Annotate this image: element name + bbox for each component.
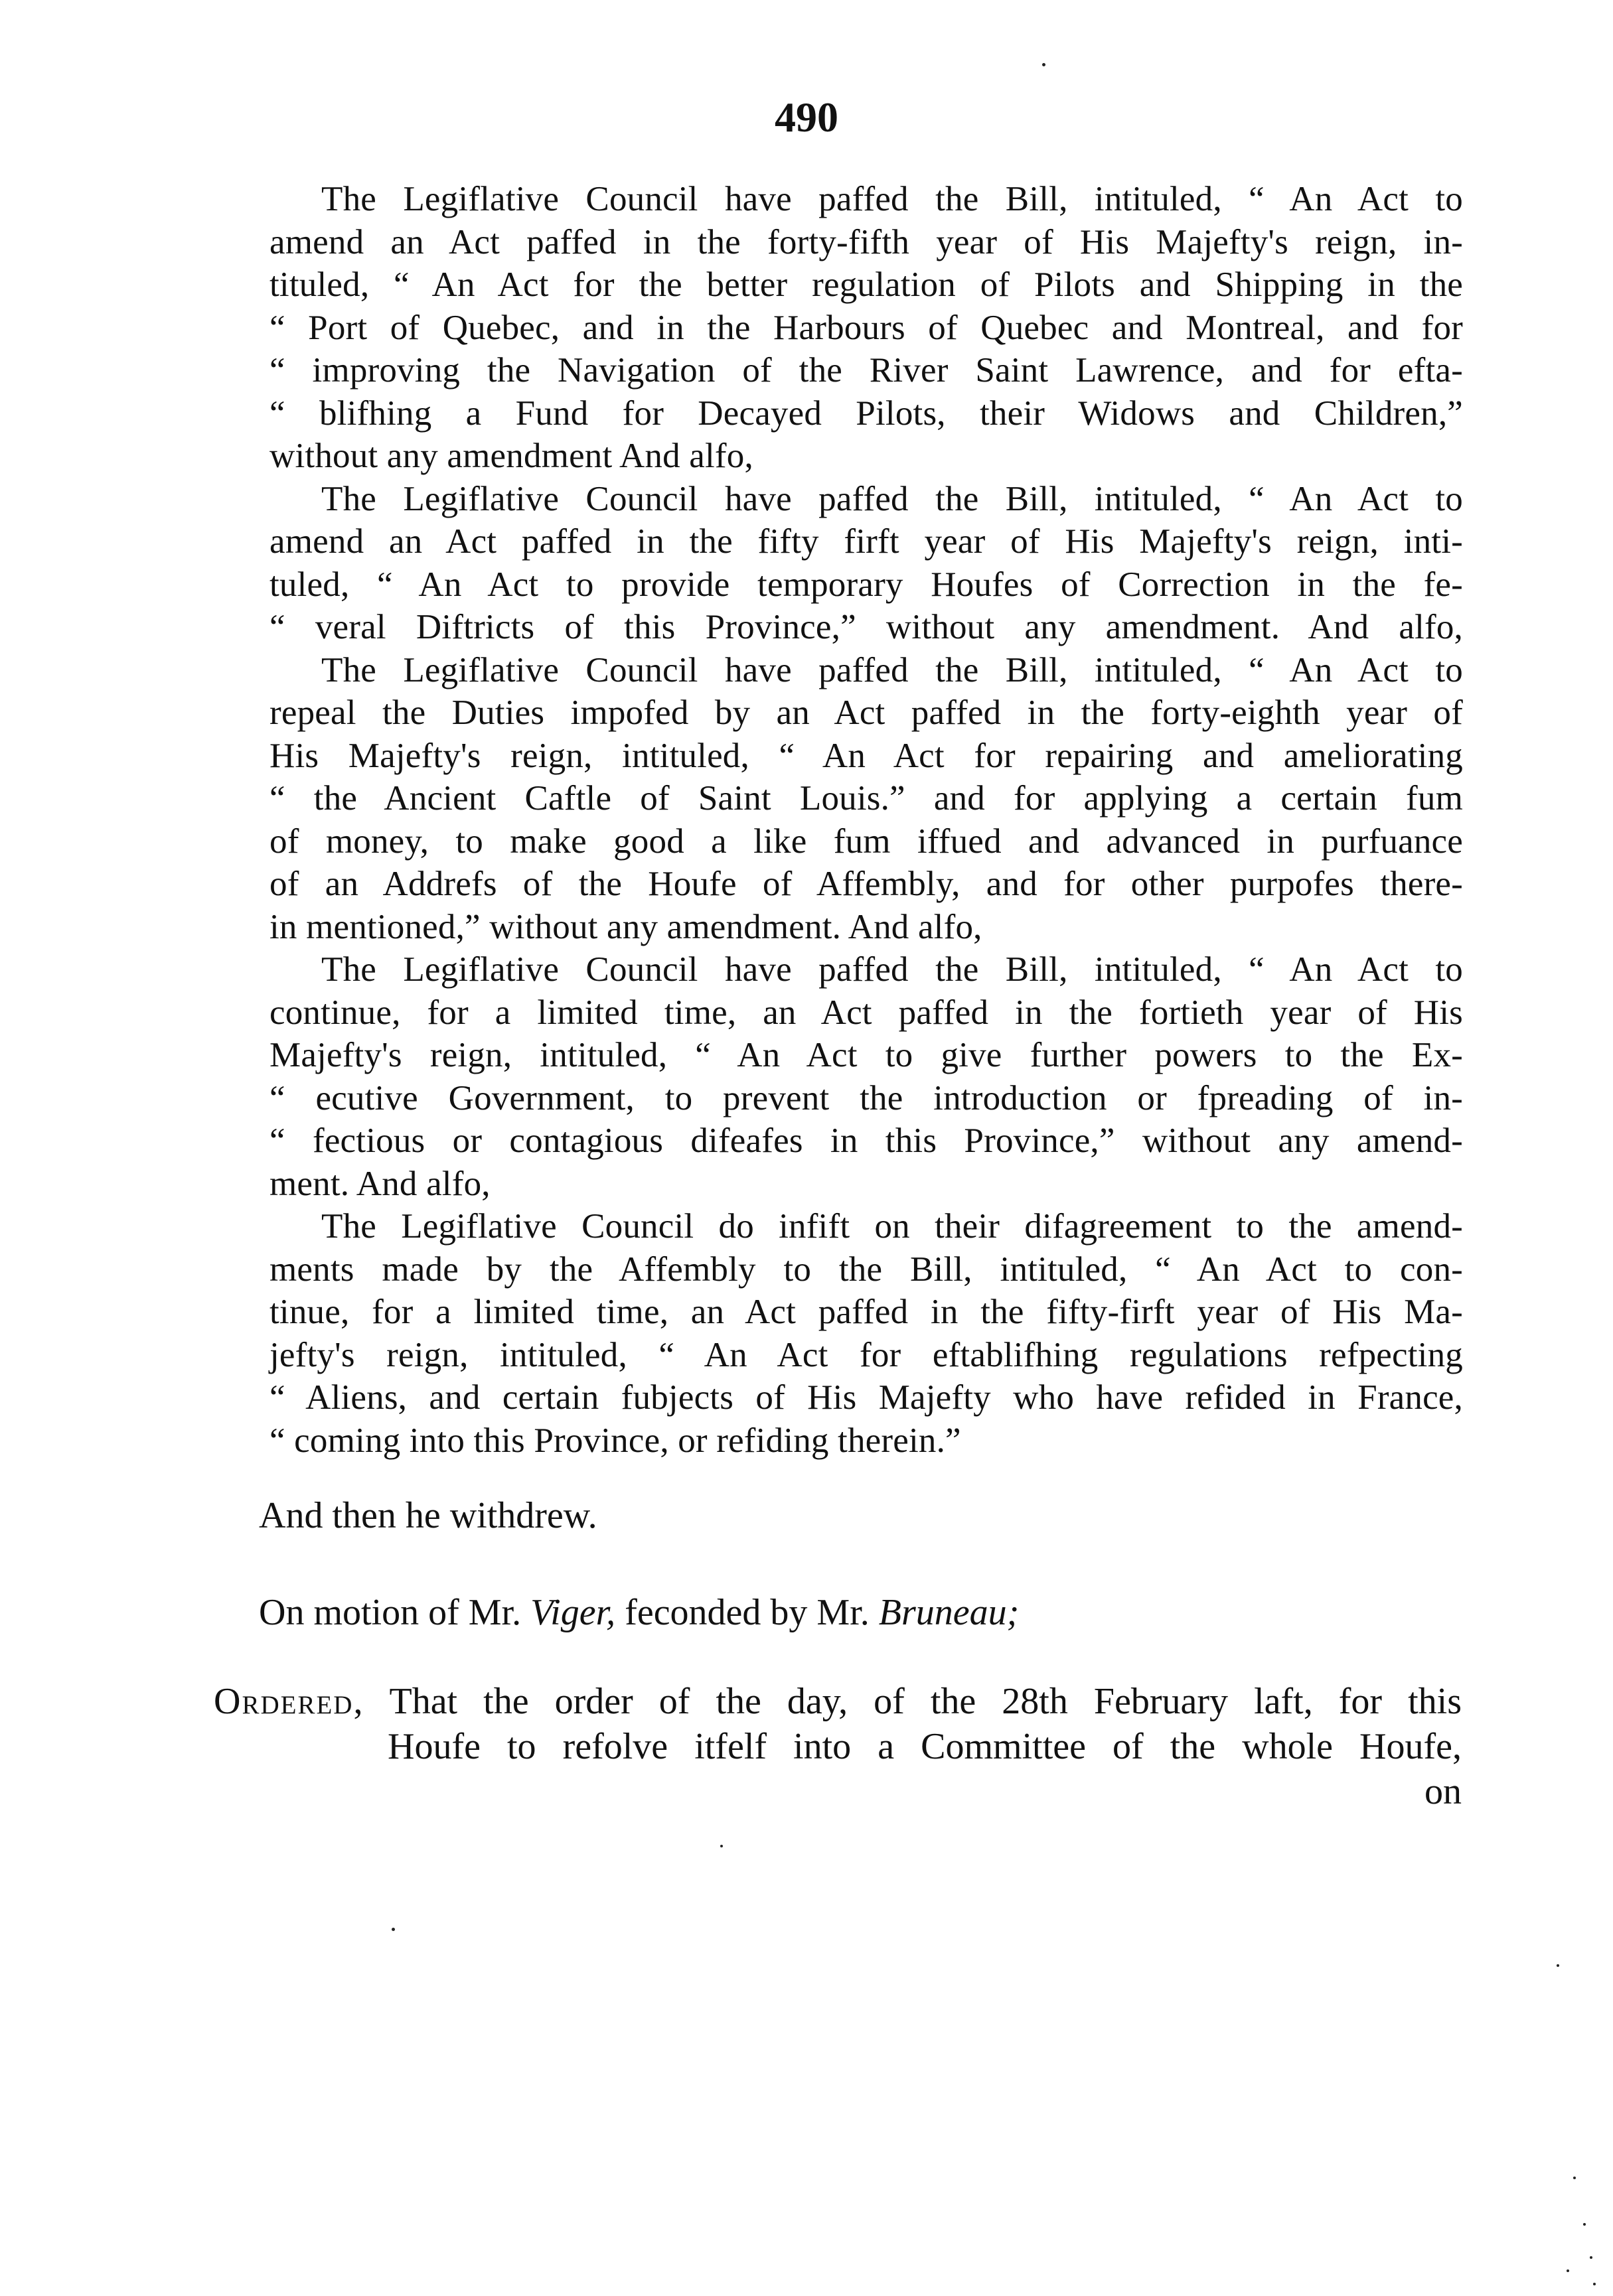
text-line: “ fectious or contagious difeafes in this Province,” without any amend-: [269, 1121, 1463, 1160]
scan-speck: [720, 1845, 723, 1847]
scan-speck: [1042, 63, 1045, 66]
scan-speck: [1590, 2256, 1592, 2259]
text-line: The Legiflative Council have paffed the Bill, intituled, “ An Act to: [321, 180, 1463, 218]
text-line: of money, to make good a like fum iffued and advanced in purfuance: [269, 822, 1463, 861]
motion-middle: feconded by Mr.: [625, 1592, 870, 1633]
ordered-label: Ordered,: [214, 1681, 364, 1722]
text-line: repeal the Duties impofed by an Act paffed in the forty-eighth year of: [269, 693, 1463, 732]
page-number: 490: [775, 94, 838, 141]
text-line: continue, for a limited time, an Act paffed in the fortieth year of His: [269, 993, 1463, 1032]
text-line: Majefty's reign, intituled, “ An Act to give further powers to the Ex-: [269, 1036, 1463, 1074]
scan-speck: [1573, 2177, 1576, 2179]
mover-name: Viger,: [530, 1592, 616, 1633]
text-line: “ blifhing a Fund for Decayed Pilots, their Widows and Children,”: [269, 394, 1463, 433]
text-line: The Legiflative Council have paffed the Bill, intituled, “ An Act to: [321, 650, 1463, 689]
text-line: His Majefty's reign, intituled, “ An Act for repairing and ameliorating: [269, 736, 1463, 775]
text-line: “ Aliens, and certain fubjects of His Majefty who have refided in France,: [269, 1378, 1463, 1417]
text-line: amend an Act paffed in the fifty firft year of His Majefty's reign, inti-: [269, 522, 1463, 561]
text-line: in mentioned,” without any amendment. And alfo,: [269, 907, 982, 946]
scan-speck: [392, 1928, 395, 1931]
text-line: “ Port of Quebec, and in the Harbours of Quebec and Montreal, and for: [269, 308, 1463, 347]
scan-speck: [1583, 2223, 1586, 2226]
text-line: of an Addrefs of the Houfe of Affembly, and for other purpofes there-: [269, 865, 1463, 903]
text-line: “ ecutive Government, to prevent the introduction or fpreading of in-: [269, 1078, 1463, 1117]
text-line: The Legiflative Council have paffed the Bill, intituled, “ An Act to: [321, 950, 1463, 989]
scan-speck: [1593, 2283, 1596, 2285]
text-line: “ coming into this Province, or refiding therein.”: [269, 1421, 961, 1460]
message-paragraph-3: [216, 649, 1463, 949]
text-line: tituled, “ An Act for the better regulation of Pilots and Shipping in the: [269, 265, 1463, 304]
text-line: The Legiflative Council do infift on their difagreement to the amend-: [321, 1207, 1463, 1246]
text-line: ment. And alfo,: [269, 1164, 491, 1203]
text-line: amend an Act paffed in the forty-fifth year of His Majefty's reign, in-: [269, 222, 1463, 261]
scan-speck: [1557, 1964, 1559, 1967]
withdrew-line: And then he withdrew.: [259, 1495, 597, 1536]
message-paragraph-2: [216, 478, 1463, 649]
text-line: The Legiflative Council have paffed the Bill, intituled, “ An Act to: [321, 479, 1463, 518]
text-line: “ the Ancient Caftle of Saint Louis.” and for applying a certain fum: [269, 779, 1463, 818]
message-paragraph-5: [216, 1205, 1463, 1462]
text-line: ments made by the Affembly to the Bill, intituled, “ An Act to con-: [269, 1250, 1463, 1289]
text-line: “ improving the Navigation of the River Saint Lawrence, and for efta-: [269, 351, 1463, 390]
motion-prefix: On motion of Mr.: [259, 1592, 522, 1633]
council-messages: [216, 178, 1463, 1462]
scan-speck: [1567, 2269, 1569, 2272]
text-line: tuled, “ An Act to provide temporary Houfes of Correction in the fe-: [269, 565, 1463, 604]
message-paragraph-1: [216, 178, 1463, 478]
message-paragraph-4: [216, 948, 1463, 1205]
text-line: “ veral Diftricts of this Province,” without any amendment. And alfo,: [269, 608, 1463, 646]
text-line: tinue, for a limited time, an Act paffed in the fifty-firft year of His Ma-: [269, 1293, 1463, 1331]
text-line: jefty's reign, intituled, “ An Act for eftablifhing regulations refpecting: [269, 1335, 1463, 1374]
text-line: without any amendment And alfo,: [269, 437, 753, 475]
ordered-text-1: That the order of the day, of the 28th February laft, for this: [389, 1681, 1462, 1722]
motion-line: [259, 1591, 1019, 1634]
seconder-name: Bruneau;: [878, 1592, 1020, 1633]
ordered-second-line: Houfe to refolve itfelf into a Committee of the whole Houfe,: [388, 1726, 1462, 1767]
catchword: on: [1424, 1771, 1462, 1812]
ordered-entry: [214, 1679, 1462, 1814]
ordered-first-line: [214, 1679, 1462, 1724]
